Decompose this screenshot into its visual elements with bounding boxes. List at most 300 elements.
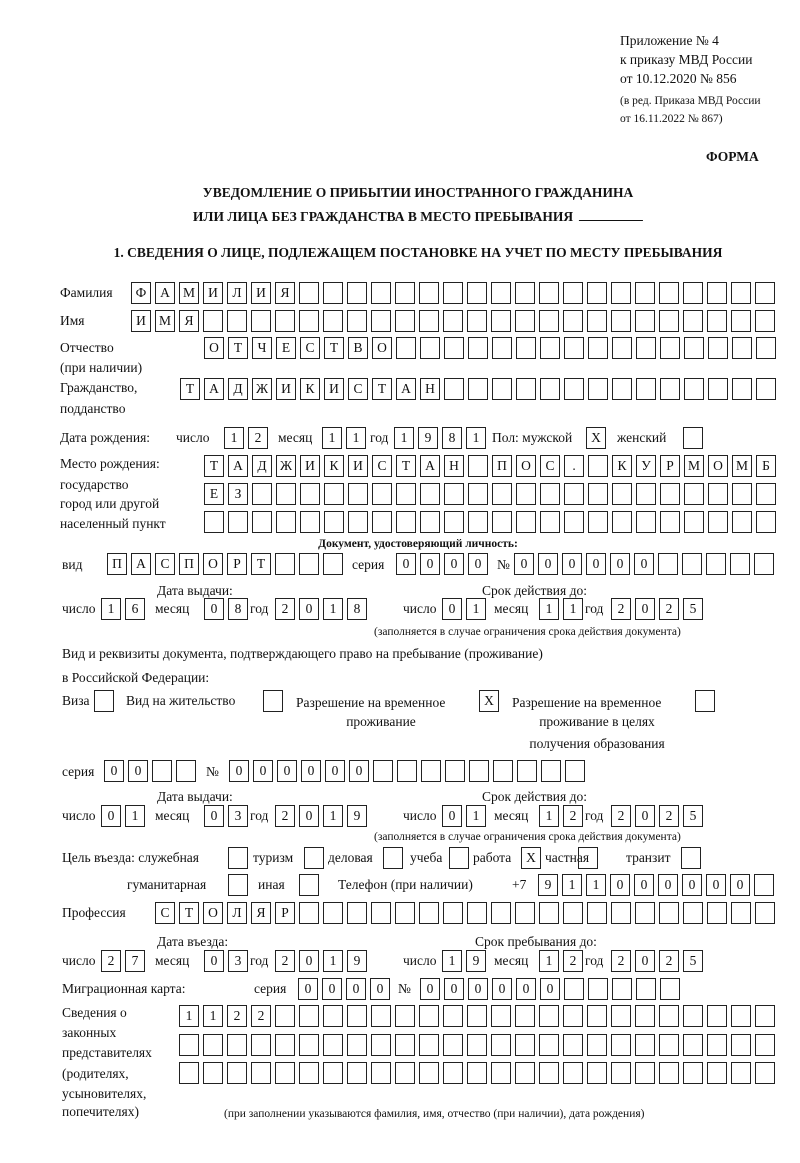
char-box[interactable]: 9 [538, 874, 558, 896]
char-box[interactable]: С [540, 455, 560, 477]
char-box[interactable] [347, 1062, 367, 1084]
char-box[interactable] [347, 902, 367, 924]
char-box[interactable] [636, 511, 656, 533]
char-box[interactable] [612, 483, 632, 505]
char-box[interactable] [371, 902, 391, 924]
char-box[interactable] [611, 1005, 631, 1027]
char-box[interactable] [469, 760, 489, 782]
char-box[interactable] [635, 282, 655, 304]
char-box[interactable]: 0 [492, 978, 512, 1000]
char-box[interactable]: О [516, 455, 536, 477]
char-box[interactable] [660, 483, 680, 505]
char-box[interactable]: 8 [228, 598, 248, 620]
char-box[interactable] [395, 1062, 415, 1084]
char-box[interactable]: Я [251, 902, 271, 924]
char-box[interactable]: 0 [346, 978, 366, 1000]
char-box[interactable]: У [636, 455, 656, 477]
char-box[interactable]: П [492, 455, 512, 477]
char-box[interactable] [587, 310, 607, 332]
char-box[interactable] [636, 483, 656, 505]
char-box[interactable]: 1 [224, 427, 244, 449]
char-box[interactable] [395, 310, 415, 332]
char-box[interactable]: О [204, 337, 224, 359]
char-box[interactable] [756, 378, 776, 400]
char-box[interactable] [371, 310, 391, 332]
char-box[interactable] [467, 1034, 487, 1056]
char-box[interactable]: 0 [562, 553, 582, 575]
char-box[interactable]: С [300, 337, 320, 359]
char-box[interactable] [707, 1034, 727, 1056]
char-box[interactable]: Л [227, 282, 247, 304]
char-box[interactable] [636, 378, 656, 400]
char-box[interactable] [636, 337, 656, 359]
char-box[interactable]: 2 [227, 1005, 247, 1027]
char-box[interactable] [516, 337, 536, 359]
char-box[interactable]: 0 [468, 978, 488, 1000]
char-box[interactable]: Л [227, 902, 247, 924]
char-box[interactable] [468, 511, 488, 533]
char-box[interactable]: X [521, 847, 541, 869]
char-box[interactable]: В [348, 337, 368, 359]
char-box[interactable] [754, 874, 774, 896]
char-box[interactable]: Т [204, 455, 224, 477]
char-box[interactable]: 2 [659, 805, 679, 827]
char-box[interactable]: Т [251, 553, 271, 575]
char-box[interactable] [658, 553, 678, 575]
char-box[interactable]: 0 [635, 598, 655, 620]
char-box[interactable] [731, 310, 751, 332]
char-box[interactable] [730, 553, 750, 575]
char-box[interactable] [612, 378, 632, 400]
char-box[interactable] [731, 1005, 751, 1027]
char-box[interactable] [516, 378, 536, 400]
char-box[interactable] [443, 1005, 463, 1027]
char-box[interactable] [323, 310, 343, 332]
char-box[interactable] [275, 1034, 295, 1056]
char-box[interactable] [516, 483, 536, 505]
char-box[interactable]: 0 [706, 874, 726, 896]
char-box[interactable]: И [276, 378, 296, 400]
char-box[interactable]: Н [420, 378, 440, 400]
char-box[interactable] [348, 483, 368, 505]
char-box[interactable]: 9 [418, 427, 438, 449]
char-box[interactable]: И [251, 282, 271, 304]
char-box[interactable] [731, 1034, 751, 1056]
char-box[interactable] [228, 511, 248, 533]
char-box[interactable] [683, 1034, 703, 1056]
char-box[interactable] [263, 690, 283, 712]
char-box[interactable] [659, 902, 679, 924]
char-box[interactable] [152, 760, 172, 782]
char-box[interactable] [731, 902, 751, 924]
char-box[interactable] [491, 282, 511, 304]
char-box[interactable]: 0 [610, 874, 630, 896]
char-box[interactable] [635, 1062, 655, 1084]
char-box[interactable] [539, 282, 559, 304]
char-box[interactable]: 9 [347, 950, 367, 972]
char-box[interactable]: С [155, 902, 175, 924]
char-box[interactable]: 8 [347, 598, 367, 620]
char-box[interactable] [396, 483, 416, 505]
char-box[interactable]: 9 [347, 805, 367, 827]
char-box[interactable]: 0 [299, 598, 319, 620]
char-box[interactable]: Р [275, 902, 295, 924]
char-box[interactable] [588, 511, 608, 533]
char-box[interactable] [755, 282, 775, 304]
char-box[interactable] [467, 1005, 487, 1027]
char-box[interactable]: К [300, 378, 320, 400]
char-box[interactable] [660, 337, 680, 359]
char-box[interactable]: М [732, 455, 752, 477]
char-box[interactable] [227, 1034, 247, 1056]
char-box[interactable] [395, 1005, 415, 1027]
char-box[interactable] [515, 1034, 535, 1056]
char-box[interactable] [755, 1005, 775, 1027]
char-box[interactable] [563, 1062, 583, 1084]
char-box[interactable]: М [179, 282, 199, 304]
char-box[interactable] [707, 1062, 727, 1084]
char-box[interactable]: Я [275, 282, 295, 304]
char-box[interactable] [683, 310, 703, 332]
char-box[interactable] [754, 553, 774, 575]
char-box[interactable]: 1 [539, 805, 559, 827]
char-box[interactable] [419, 310, 439, 332]
char-box[interactable] [578, 847, 598, 869]
char-box[interactable] [443, 310, 463, 332]
char-box[interactable]: 0 [444, 978, 464, 1000]
char-box[interactable] [300, 511, 320, 533]
char-box[interactable] [419, 1005, 439, 1027]
char-box[interactable] [444, 337, 464, 359]
char-box[interactable] [612, 978, 632, 1000]
char-box[interactable]: С [155, 553, 175, 575]
char-box[interactable] [419, 282, 439, 304]
char-box[interactable] [706, 553, 726, 575]
char-box[interactable] [492, 378, 512, 400]
char-box[interactable] [372, 511, 392, 533]
char-box[interactable] [659, 1034, 679, 1056]
char-box[interactable] [587, 282, 607, 304]
char-box[interactable]: 2 [275, 598, 295, 620]
char-box[interactable] [756, 483, 776, 505]
char-box[interactable] [611, 1034, 631, 1056]
char-box[interactable] [515, 1005, 535, 1027]
char-box[interactable] [660, 378, 680, 400]
char-box[interactable]: Д [252, 455, 272, 477]
char-box[interactable] [492, 483, 512, 505]
char-box[interactable] [611, 902, 631, 924]
char-box[interactable] [371, 1005, 391, 1027]
char-box[interactable]: 1 [539, 950, 559, 972]
char-box[interactable]: Р [660, 455, 680, 477]
char-box[interactable] [304, 847, 324, 869]
char-box[interactable]: 2 [275, 805, 295, 827]
char-box[interactable]: 2 [611, 950, 631, 972]
char-box[interactable] [395, 1034, 415, 1056]
char-box[interactable] [588, 337, 608, 359]
char-box[interactable] [660, 978, 680, 1000]
char-box[interactable]: А [420, 455, 440, 477]
char-box[interactable] [299, 553, 319, 575]
char-box[interactable] [176, 760, 196, 782]
char-box[interactable] [443, 1034, 463, 1056]
char-box[interactable] [515, 902, 535, 924]
char-box[interactable] [323, 902, 343, 924]
char-box[interactable] [755, 1062, 775, 1084]
char-box[interactable] [420, 483, 440, 505]
char-box[interactable] [323, 1034, 343, 1056]
char-box[interactable]: 1 [466, 598, 486, 620]
char-box[interactable]: 2 [251, 1005, 271, 1027]
char-box[interactable] [324, 483, 344, 505]
char-box[interactable]: 1 [179, 1005, 199, 1027]
char-box[interactable]: 0 [299, 950, 319, 972]
char-box[interactable] [275, 553, 295, 575]
char-box[interactable] [515, 282, 535, 304]
char-box[interactable]: 1 [562, 874, 582, 896]
char-box[interactable] [227, 1062, 247, 1084]
char-box[interactable] [516, 511, 536, 533]
char-box[interactable] [347, 310, 367, 332]
char-box[interactable]: С [372, 455, 392, 477]
char-box[interactable] [564, 978, 584, 1000]
char-box[interactable] [275, 1062, 295, 1084]
char-box[interactable] [467, 1062, 487, 1084]
char-box[interactable]: . [564, 455, 584, 477]
char-box[interactable] [539, 1034, 559, 1056]
char-box[interactable] [444, 378, 464, 400]
char-box[interactable]: О [708, 455, 728, 477]
char-box[interactable]: 2 [101, 950, 121, 972]
char-box[interactable] [708, 337, 728, 359]
char-box[interactable] [683, 282, 703, 304]
char-box[interactable] [299, 1005, 319, 1027]
char-box[interactable]: 0 [514, 553, 534, 575]
char-box[interactable]: 0 [277, 760, 297, 782]
char-box[interactable] [383, 847, 403, 869]
char-box[interactable] [564, 483, 584, 505]
char-box[interactable] [252, 511, 272, 533]
char-box[interactable]: 0 [658, 874, 678, 896]
char-box[interactable]: 2 [275, 950, 295, 972]
char-box[interactable] [299, 874, 319, 896]
char-box[interactable]: 0 [468, 553, 488, 575]
char-box[interactable]: Ф [131, 282, 151, 304]
char-box[interactable] [755, 902, 775, 924]
char-box[interactable] [539, 1005, 559, 1027]
char-box[interactable]: Т [372, 378, 392, 400]
char-box[interactable]: 0 [540, 978, 560, 1000]
char-box[interactable] [468, 337, 488, 359]
char-box[interactable]: 0 [635, 805, 655, 827]
char-box[interactable] [252, 483, 272, 505]
char-box[interactable] [299, 282, 319, 304]
char-box[interactable]: 0 [682, 874, 702, 896]
char-box[interactable] [611, 1062, 631, 1084]
char-box[interactable] [347, 1034, 367, 1056]
char-box[interactable] [395, 282, 415, 304]
char-box[interactable]: 1 [466, 427, 486, 449]
char-box[interactable]: 2 [248, 427, 268, 449]
char-box[interactable]: 3 [228, 805, 248, 827]
char-box[interactable] [491, 1062, 511, 1084]
char-box[interactable]: И [348, 455, 368, 477]
char-box[interactable] [491, 310, 511, 332]
char-box[interactable]: 8 [442, 427, 462, 449]
char-box[interactable]: 0 [396, 553, 416, 575]
char-box[interactable]: Я [179, 310, 199, 332]
char-box[interactable]: 0 [610, 553, 630, 575]
char-box[interactable] [468, 455, 488, 477]
char-box[interactable]: 1 [203, 1005, 223, 1027]
char-box[interactable] [419, 1062, 439, 1084]
char-box[interactable]: А [396, 378, 416, 400]
char-box[interactable] [563, 902, 583, 924]
char-box[interactable] [228, 874, 248, 896]
char-box[interactable]: М [684, 455, 704, 477]
char-box[interactable]: 0 [204, 950, 224, 972]
char-box[interactable] [684, 378, 704, 400]
char-box[interactable] [756, 337, 776, 359]
char-box[interactable] [540, 511, 560, 533]
char-box[interactable] [587, 1005, 607, 1027]
char-box[interactable]: А [131, 553, 151, 575]
char-box[interactable] [275, 1005, 295, 1027]
char-box[interactable] [635, 310, 655, 332]
char-box[interactable] [564, 511, 584, 533]
char-box[interactable] [588, 483, 608, 505]
char-box[interactable] [444, 511, 464, 533]
char-box[interactable]: 2 [563, 950, 583, 972]
char-box[interactable]: 0 [634, 553, 654, 575]
char-box[interactable]: Т [180, 378, 200, 400]
char-box[interactable] [372, 483, 392, 505]
char-box[interactable]: 1 [466, 805, 486, 827]
char-box[interactable]: 0 [104, 760, 124, 782]
char-box[interactable]: 5 [683, 598, 703, 620]
char-box[interactable]: 5 [683, 805, 703, 827]
char-box[interactable]: 0 [253, 760, 273, 782]
char-box[interactable] [683, 1005, 703, 1027]
char-box[interactable]: 0 [204, 805, 224, 827]
char-box[interactable]: П [179, 553, 199, 575]
char-box[interactable] [659, 310, 679, 332]
char-box[interactable] [227, 310, 247, 332]
char-box[interactable]: А [228, 455, 248, 477]
char-box[interactable] [444, 483, 464, 505]
char-box[interactable]: С [348, 378, 368, 400]
char-box[interactable] [564, 378, 584, 400]
char-box[interactable] [419, 1034, 439, 1056]
char-box[interactable] [684, 511, 704, 533]
char-box[interactable] [563, 310, 583, 332]
char-box[interactable] [612, 511, 632, 533]
char-box[interactable]: Б [756, 455, 776, 477]
char-box[interactable]: И [324, 378, 344, 400]
char-box[interactable]: 0 [586, 553, 606, 575]
char-box[interactable]: О [203, 902, 223, 924]
char-box[interactable]: Ж [252, 378, 272, 400]
char-box[interactable] [467, 902, 487, 924]
char-box[interactable] [540, 337, 560, 359]
char-box[interactable] [204, 511, 224, 533]
char-box[interactable]: 0 [229, 760, 249, 782]
char-box[interactable]: 1 [125, 805, 145, 827]
char-box[interactable] [371, 282, 391, 304]
char-box[interactable]: О [203, 553, 223, 575]
char-box[interactable] [347, 282, 367, 304]
char-box[interactable]: Ч [252, 337, 272, 359]
char-box[interactable] [491, 1005, 511, 1027]
char-box[interactable] [348, 511, 368, 533]
char-box[interactable]: И [300, 455, 320, 477]
char-box[interactable] [492, 337, 512, 359]
char-box[interactable]: П [107, 553, 127, 575]
char-box[interactable] [732, 378, 752, 400]
char-box[interactable] [683, 902, 703, 924]
char-box[interactable] [396, 511, 416, 533]
char-box[interactable] [323, 1005, 343, 1027]
char-box[interactable] [371, 1034, 391, 1056]
char-box[interactable] [323, 282, 343, 304]
char-box[interactable] [467, 282, 487, 304]
char-box[interactable] [493, 760, 513, 782]
char-box[interactable] [611, 310, 631, 332]
char-box[interactable] [203, 1034, 223, 1056]
char-box[interactable]: 0 [370, 978, 390, 1000]
char-box[interactable] [419, 902, 439, 924]
char-box[interactable]: 0 [730, 874, 750, 896]
char-box[interactable] [635, 1005, 655, 1027]
char-box[interactable] [324, 511, 344, 533]
char-box[interactable] [732, 337, 752, 359]
char-box[interactable] [636, 978, 656, 1000]
char-box[interactable] [443, 902, 463, 924]
char-box[interactable] [299, 1062, 319, 1084]
char-box[interactable]: Т [396, 455, 416, 477]
char-box[interactable] [179, 1034, 199, 1056]
char-box[interactable] [467, 310, 487, 332]
char-box[interactable]: 5 [683, 950, 703, 972]
char-box[interactable] [635, 1034, 655, 1056]
char-box[interactable]: Д [228, 378, 248, 400]
char-box[interactable] [682, 553, 702, 575]
char-box[interactable] [228, 847, 248, 869]
char-box[interactable] [491, 1034, 511, 1056]
char-box[interactable] [468, 378, 488, 400]
char-box[interactable]: 0 [128, 760, 148, 782]
char-box[interactable] [565, 760, 585, 782]
char-box[interactable] [683, 1062, 703, 1084]
char-box[interactable] [445, 760, 465, 782]
char-box[interactable] [587, 902, 607, 924]
char-box[interactable]: 0 [299, 805, 319, 827]
char-box[interactable]: К [612, 455, 632, 477]
char-box[interactable]: 2 [659, 598, 679, 620]
char-box[interactable] [396, 337, 416, 359]
char-box[interactable] [323, 1062, 343, 1084]
char-box[interactable] [708, 378, 728, 400]
char-box[interactable] [708, 511, 728, 533]
char-box[interactable]: 0 [301, 760, 321, 782]
char-box[interactable]: Т [179, 902, 199, 924]
char-box[interactable]: 1 [539, 598, 559, 620]
char-box[interactable] [517, 760, 537, 782]
char-box[interactable] [611, 282, 631, 304]
char-box[interactable]: 7 [125, 950, 145, 972]
char-box[interactable] [659, 1005, 679, 1027]
char-box[interactable] [707, 282, 727, 304]
